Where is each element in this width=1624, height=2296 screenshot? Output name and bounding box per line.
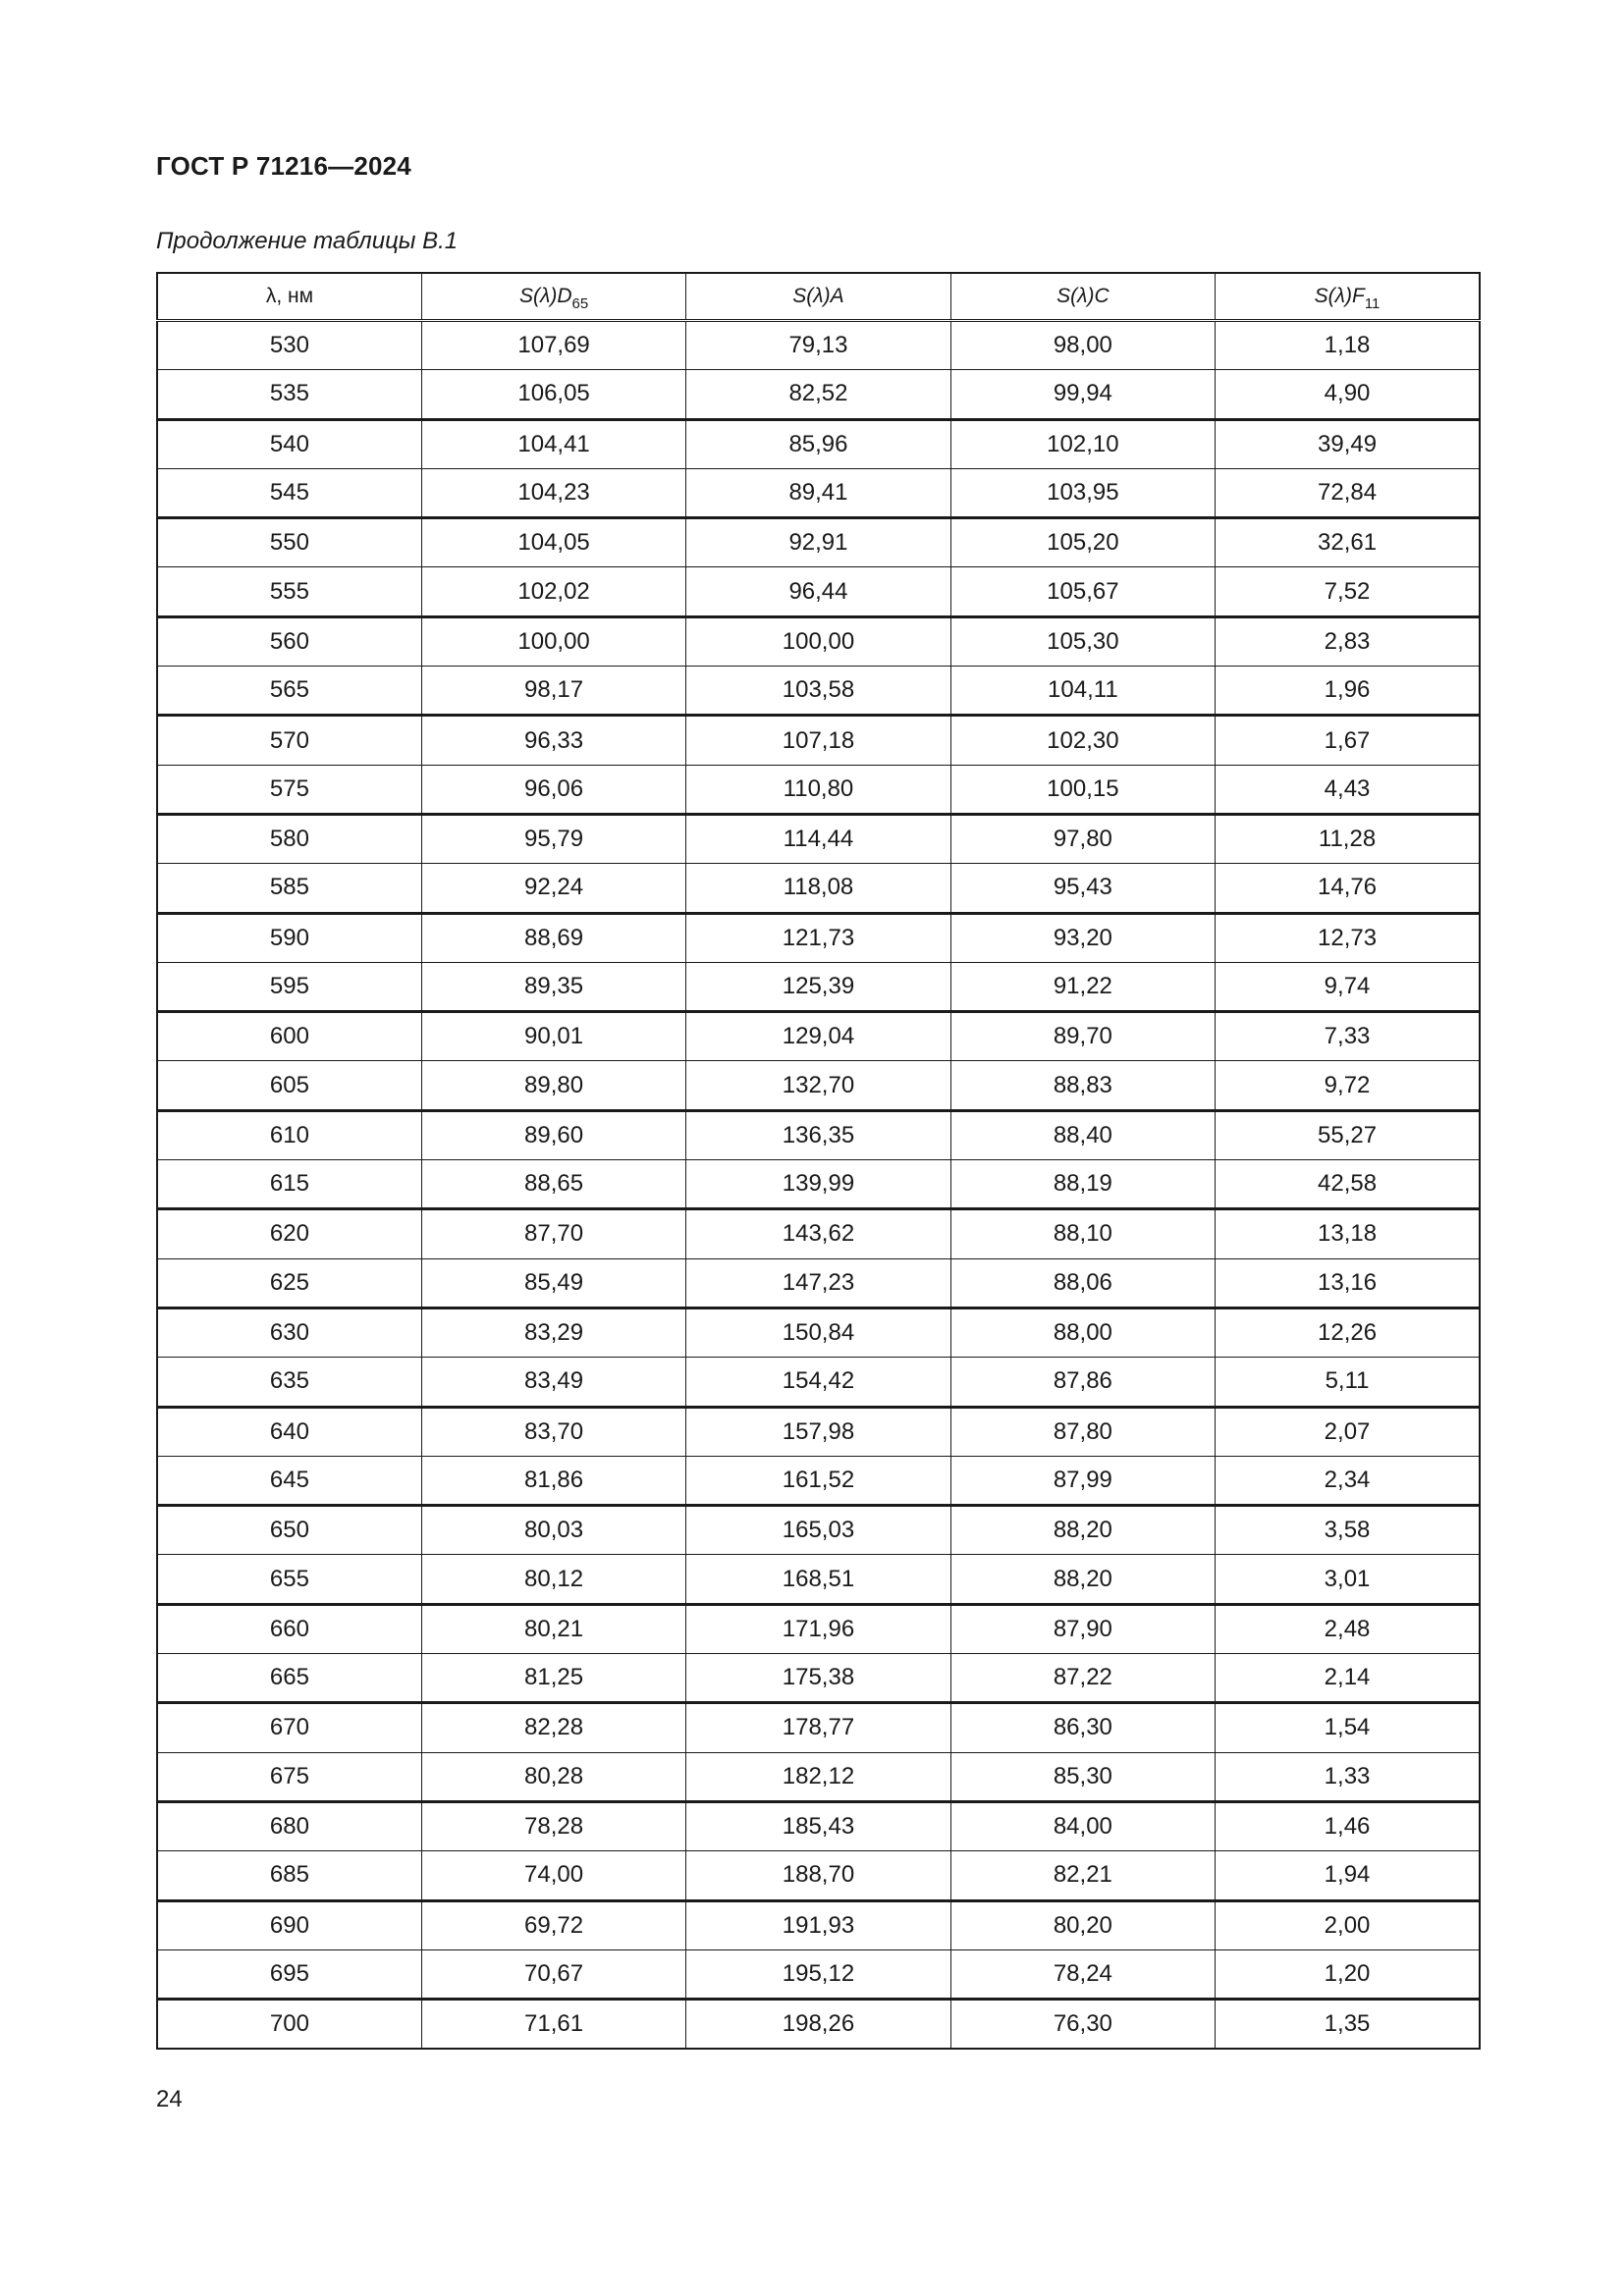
cell-f11: 12,73 (1216, 913, 1480, 962)
cell-f11: 1,94 (1216, 1851, 1480, 1900)
cell-a: 143,62 (686, 1209, 950, 1258)
cell-a: 198,26 (686, 2000, 950, 2050)
cell-f11: 1,96 (1216, 667, 1480, 716)
cell-f11: 2,48 (1216, 1604, 1480, 1653)
table-row (157, 616, 1480, 666)
cell-d65: 104,23 (421, 468, 685, 517)
cell-c: 88,40 (950, 1110, 1215, 1159)
cell-f11: 2,00 (1216, 1900, 1480, 1949)
table-row (157, 1506, 1480, 1555)
cell-a: 182,12 (686, 1752, 950, 1801)
cell-f11: 9,74 (1216, 962, 1480, 1011)
cell-c: 88,83 (950, 1061, 1215, 1110)
cell-c: 87,80 (950, 1407, 1215, 1456)
cell-d65: 70,67 (421, 1949, 685, 1999)
column-header-wavelength (157, 273, 421, 321)
table-row (157, 1555, 1480, 1604)
cell-a: 79,13 (686, 321, 950, 370)
cell-a: 175,38 (686, 1654, 950, 1703)
cell-wavelength: 530 (157, 321, 421, 370)
cell-wavelength: 575 (157, 765, 421, 814)
table-row (157, 1851, 1480, 1900)
cell-a: 89,41 (686, 468, 950, 517)
table-row (157, 765, 1480, 814)
cell-a: 161,52 (686, 1456, 950, 1505)
cell-wavelength: 680 (157, 1801, 421, 1850)
cell-wavelength: 570 (157, 716, 421, 765)
cell-wavelength: 615 (157, 1160, 421, 1209)
cell-c: 102,10 (950, 419, 1215, 468)
column-header-symbol: C (1094, 285, 1110, 307)
column-header-subscript: 11 (1364, 295, 1380, 312)
cell-wavelength: 555 (157, 567, 421, 616)
cell-wavelength: 675 (157, 1752, 421, 1801)
column-header-a (686, 273, 950, 321)
cell-c: 102,30 (950, 716, 1215, 765)
cell-a: 157,98 (686, 1407, 950, 1456)
cell-d65: 106,05 (421, 370, 685, 419)
cell-c: 80,20 (950, 1900, 1215, 1949)
column-header-prefix: S(λ) (1056, 285, 1095, 307)
table-row (157, 814, 1480, 863)
cell-wavelength: 560 (157, 616, 421, 666)
cell-wavelength: 655 (157, 1555, 421, 1604)
cell-a: 168,51 (686, 1555, 950, 1604)
cell-d65: 104,05 (421, 518, 685, 567)
cell-f11: 14,76 (1216, 864, 1480, 913)
cell-f11: 4,43 (1216, 765, 1480, 814)
cell-wavelength: 620 (157, 1209, 421, 1258)
column-header-prefix: S(λ) (1314, 285, 1352, 307)
cell-a: 132,70 (686, 1061, 950, 1110)
cell-a: 129,04 (686, 1012, 950, 1061)
cell-d65: 88,69 (421, 913, 685, 962)
page-number: 24 (156, 2086, 183, 2112)
table-row (157, 1308, 1480, 1357)
table-row (157, 1407, 1480, 1456)
table-row (157, 667, 1480, 716)
cell-a: 85,96 (686, 419, 950, 468)
cell-d65: 107,69 (421, 321, 685, 370)
cell-wavelength: 700 (157, 2000, 421, 2050)
cell-c: 85,30 (950, 1752, 1215, 1801)
cell-d65: 85,49 (421, 1258, 685, 1308)
table-row (157, 419, 1480, 468)
cell-f11: 4,90 (1216, 370, 1480, 419)
cell-d65: 89,80 (421, 1061, 685, 1110)
cell-c: 87,99 (950, 1456, 1215, 1505)
cell-c: 88,00 (950, 1308, 1215, 1357)
cell-wavelength: 585 (157, 864, 421, 913)
cell-c: 86,30 (950, 1703, 1215, 1752)
table-row (157, 370, 1480, 419)
cell-wavelength: 540 (157, 419, 421, 468)
cell-f11: 12,26 (1216, 1308, 1480, 1357)
cell-c: 87,86 (950, 1358, 1215, 1407)
cell-f11: 13,16 (1216, 1258, 1480, 1308)
cell-d65: 80,21 (421, 1604, 685, 1653)
cell-a: 114,44 (686, 814, 950, 863)
cell-c: 105,30 (950, 616, 1215, 666)
cell-c: 105,20 (950, 518, 1215, 567)
cell-a: 118,08 (686, 864, 950, 913)
cell-f11: 2,83 (1216, 616, 1480, 666)
table-header (157, 273, 1480, 321)
cell-d65: 89,60 (421, 1110, 685, 1159)
cell-c: 103,95 (950, 468, 1215, 517)
cell-d65: 74,00 (421, 1851, 685, 1900)
table-row (157, 1061, 1480, 1110)
cell-wavelength: 660 (157, 1604, 421, 1653)
cell-d65: 100,00 (421, 616, 685, 666)
cell-d65: 80,12 (421, 1555, 685, 1604)
cell-d65: 83,70 (421, 1407, 685, 1456)
cell-a: 195,12 (686, 1949, 950, 1999)
cell-wavelength: 630 (157, 1308, 421, 1357)
cell-f11: 1,20 (1216, 1949, 1480, 1999)
cell-f11: 1,54 (1216, 1703, 1480, 1752)
cell-c: 98,00 (950, 321, 1215, 370)
column-header-prefix: S(λ) (518, 285, 558, 307)
cell-a: 188,70 (686, 1851, 950, 1900)
cell-f11: 1,35 (1216, 2000, 1480, 2050)
cell-f11: 3,01 (1216, 1555, 1480, 1604)
cell-d65: 90,01 (421, 1012, 685, 1061)
cell-c: 88,19 (950, 1160, 1215, 1209)
table-row (157, 1900, 1480, 1949)
header-row (157, 273, 1480, 321)
cell-d65: 102,02 (421, 567, 685, 616)
cell-d65: 92,24 (421, 864, 685, 913)
cell-a: 150,84 (686, 1308, 950, 1357)
cell-d65: 78,28 (421, 1801, 685, 1850)
cell-a: 103,58 (686, 667, 950, 716)
cell-a: 185,43 (686, 1801, 950, 1850)
cell-a: 96,44 (686, 567, 950, 616)
column-header-symbol: F (1352, 285, 1365, 307)
cell-f11: 1,46 (1216, 1801, 1480, 1850)
cell-d65: 83,29 (421, 1308, 685, 1357)
cell-c: 76,30 (950, 2000, 1215, 2050)
table-row (157, 567, 1480, 616)
cell-a: 107,18 (686, 716, 950, 765)
cell-a: 139,99 (686, 1160, 950, 1209)
table-row (157, 1752, 1480, 1801)
cell-c: 104,11 (950, 667, 1215, 716)
cell-c: 91,22 (950, 962, 1215, 1011)
cell-f11: 39,49 (1216, 419, 1480, 468)
table-row (157, 1110, 1480, 1159)
cell-a: 82,52 (686, 370, 950, 419)
table-row (157, 1703, 1480, 1752)
cell-f11: 7,33 (1216, 1012, 1480, 1061)
cell-wavelength: 580 (157, 814, 421, 863)
cell-f11: 1,67 (1216, 716, 1480, 765)
table-row (157, 1949, 1480, 1999)
cell-c: 93,20 (950, 913, 1215, 962)
table-row (157, 518, 1480, 567)
cell-d65: 104,41 (421, 419, 685, 468)
cell-d65: 98,17 (421, 667, 685, 716)
cell-f11: 55,27 (1216, 1110, 1480, 1159)
cell-d65: 88,65 (421, 1160, 685, 1209)
cell-f11: 32,61 (1216, 518, 1480, 567)
cell-d65: 69,72 (421, 1900, 685, 1949)
cell-wavelength: 595 (157, 962, 421, 1011)
cell-wavelength: 610 (157, 1110, 421, 1159)
cell-wavelength: 640 (157, 1407, 421, 1456)
table-row (157, 2000, 1480, 2050)
cell-f11: 2,14 (1216, 1654, 1480, 1703)
column-header-label: λ, нм (265, 285, 314, 307)
cell-a: 110,80 (686, 765, 950, 814)
cell-d65: 71,61 (421, 2000, 685, 2050)
table-row (157, 1012, 1480, 1061)
cell-f11: 1,18 (1216, 321, 1480, 370)
cell-f11: 13,18 (1216, 1209, 1480, 1258)
table-row (157, 1456, 1480, 1505)
cell-c: 105,67 (950, 567, 1215, 616)
table-row (157, 864, 1480, 913)
cell-f11: 3,58 (1216, 1506, 1480, 1555)
cell-f11: 72,84 (1216, 468, 1480, 517)
cell-d65: 95,79 (421, 814, 685, 863)
table-row (157, 1801, 1480, 1850)
cell-c: 89,70 (950, 1012, 1215, 1061)
cell-c: 95,43 (950, 864, 1215, 913)
cell-c: 99,94 (950, 370, 1215, 419)
table-row (157, 1160, 1480, 1209)
table-row (157, 1209, 1480, 1258)
cell-d65: 80,03 (421, 1506, 685, 1555)
cell-c: 82,21 (950, 1851, 1215, 1900)
table-row (157, 1358, 1480, 1407)
column-header-d65 (421, 273, 685, 321)
table-body (157, 321, 1480, 2050)
cell-c: 88,10 (950, 1209, 1215, 1258)
cell-c: 88,06 (950, 1258, 1215, 1308)
cell-wavelength: 565 (157, 667, 421, 716)
cell-f11: 7,52 (1216, 567, 1480, 616)
column-header-f11 (1216, 273, 1480, 321)
cell-d65: 96,33 (421, 716, 685, 765)
cell-c: 100,15 (950, 765, 1215, 814)
column-header-prefix: S(λ) (792, 285, 831, 307)
cell-f11: 11,28 (1216, 814, 1480, 863)
cell-wavelength: 590 (157, 913, 421, 962)
cell-c: 84,00 (950, 1801, 1215, 1850)
cell-wavelength: 670 (157, 1703, 421, 1752)
cell-wavelength: 650 (157, 1506, 421, 1555)
column-header-c (950, 273, 1215, 321)
cell-a: 171,96 (686, 1604, 950, 1653)
cell-d65: 96,06 (421, 765, 685, 814)
cell-wavelength: 690 (157, 1900, 421, 1949)
cell-a: 191,93 (686, 1900, 950, 1949)
cell-wavelength: 545 (157, 468, 421, 517)
table-row (157, 962, 1480, 1011)
cell-d65: 81,25 (421, 1654, 685, 1703)
table-row (157, 913, 1480, 962)
cell-wavelength: 635 (157, 1358, 421, 1407)
spectral-distribution-table (156, 272, 1481, 2050)
document-title: ГОСТ Р 71216—2024 (156, 151, 411, 181)
column-header-symbol: D (557, 285, 572, 307)
cell-wavelength: 600 (157, 1012, 421, 1061)
cell-c: 97,80 (950, 814, 1215, 863)
cell-c: 78,24 (950, 1949, 1215, 1999)
cell-a: 92,91 (686, 518, 950, 567)
cell-wavelength: 685 (157, 1851, 421, 1900)
cell-a: 100,00 (686, 616, 950, 666)
cell-f11: 1,33 (1216, 1752, 1480, 1801)
cell-d65: 89,35 (421, 962, 685, 1011)
cell-a: 178,77 (686, 1703, 950, 1752)
cell-wavelength: 665 (157, 1654, 421, 1703)
table-row (157, 1654, 1480, 1703)
cell-wavelength: 645 (157, 1456, 421, 1505)
cell-c: 88,20 (950, 1555, 1215, 1604)
cell-wavelength: 535 (157, 370, 421, 419)
cell-d65: 83,49 (421, 1358, 685, 1407)
cell-a: 125,39 (686, 962, 950, 1011)
table-row (157, 1604, 1480, 1653)
cell-d65: 81,86 (421, 1456, 685, 1505)
cell-a: 121,73 (686, 913, 950, 962)
cell-d65: 87,70 (421, 1209, 685, 1258)
cell-c: 87,22 (950, 1654, 1215, 1703)
table-row (157, 321, 1480, 370)
cell-wavelength: 625 (157, 1258, 421, 1308)
cell-f11: 5,11 (1216, 1358, 1480, 1407)
column-header-symbol: A (830, 285, 844, 307)
cell-a: 154,42 (686, 1358, 950, 1407)
table-row (157, 468, 1480, 517)
cell-wavelength: 695 (157, 1949, 421, 1999)
cell-f11: 42,58 (1216, 1160, 1480, 1209)
cell-c: 87,90 (950, 1604, 1215, 1653)
cell-a: 136,35 (686, 1110, 950, 1159)
cell-f11: 9,72 (1216, 1061, 1480, 1110)
cell-d65: 82,28 (421, 1703, 685, 1752)
cell-f11: 2,34 (1216, 1456, 1480, 1505)
cell-d65: 80,28 (421, 1752, 685, 1801)
cell-a: 147,23 (686, 1258, 950, 1308)
table-caption: Продолжение таблицы В.1 (156, 228, 459, 254)
cell-c: 88,20 (950, 1506, 1215, 1555)
column-header-subscript: 65 (571, 295, 589, 312)
cell-a: 165,03 (686, 1506, 950, 1555)
cell-wavelength: 550 (157, 518, 421, 567)
table-row (157, 1258, 1480, 1308)
table-row (157, 716, 1480, 765)
cell-f11: 2,07 (1216, 1407, 1480, 1456)
cell-wavelength: 605 (157, 1061, 421, 1110)
